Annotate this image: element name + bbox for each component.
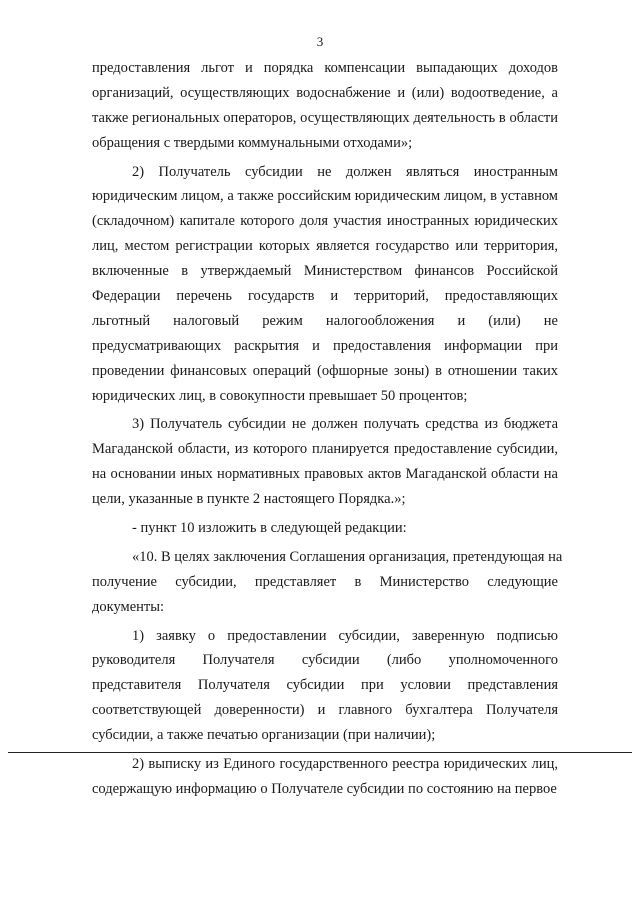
- text-line: льготный налоговый режим налогообложения и (или) не: [92, 312, 558, 329]
- text-line: организаций, осуществляющих водоснабжение и (или) водоотведение, а: [92, 84, 558, 101]
- text-line: (складочном) капитале которого доля участия иностранных юридических: [92, 213, 558, 230]
- text-line: юридических лиц, в совокупности превышает 50 процентов;: [92, 387, 468, 404]
- text-line: цели, указанные в пункте 2 настоящего Порядка.»;: [92, 491, 406, 508]
- text-line: на основании иных нормативных правовых актов Магаданской области на: [92, 466, 558, 483]
- text-line: предусматривающих раскрытия и предоставления информации при: [92, 337, 558, 354]
- paragraph: [92, 412, 558, 512]
- page-bottom-divider: [8, 752, 632, 753]
- text-line: субсидии, а также печатью организации (при наличии);: [92, 727, 436, 744]
- text-line: обращения с твердыми коммунальными отходами»;: [92, 134, 413, 151]
- paragraph: [92, 516, 558, 541]
- text-line: получение субсидии, представляет в Министерство следующие: [92, 573, 558, 590]
- paragraph: [92, 56, 558, 156]
- paragraph: [92, 545, 563, 620]
- text-line: предоставления льгот и порядка компенсации выпадающих доходов: [92, 60, 558, 76]
- text-line: лиц, местом регистрации которых является государство или территория,: [92, 238, 558, 255]
- text-line: 3) Получатель субсидии не должен получать средства из бюджета: [132, 416, 558, 433]
- text-line: «10. В целях заключения Соглашения организация, претендующая на: [132, 548, 563, 565]
- text-line: Магаданской области, из которого планируется предоставление субсидии,: [92, 441, 558, 458]
- text-line: содержащую информацию о Получателе субсидии по состоянию на первое: [92, 780, 557, 797]
- text-line: руководителя Получателя субсидии (либо уполномоченного: [92, 652, 558, 669]
- text-line: проведении финансовых операций (офшорные зоны) в отношении таких: [92, 362, 558, 379]
- text-line: - пункт 10 изложить в следующей редакции:: [132, 520, 407, 537]
- text-line: Федерации перечень государств и территорий, предоставляющих: [92, 288, 558, 305]
- text-line: 2) Получатель субсидии не должен являться иностранным: [132, 163, 558, 180]
- text-line: документы:: [92, 598, 165, 615]
- text-line: юридическим лицом, а также российским юридическим лицом, в уставном: [92, 188, 558, 205]
- paragraph: [92, 160, 558, 409]
- text-line: 2) выписку из Единого государственного реестра юридических лиц,: [132, 756, 558, 773]
- text-line: также региональных операторов, осуществляющих деятельность в области: [92, 109, 558, 126]
- text-line: представителя Получателя субсидии при условии представления: [92, 677, 558, 694]
- text-line: соответствующей доверенности) и главного бухгалтера Получателя: [92, 702, 558, 719]
- text-line: включенные в утверждаемый Министерством финансов Российской: [92, 263, 558, 280]
- paragraph: [92, 624, 558, 748]
- document-body: [92, 56, 563, 802]
- page-number: 3: [316, 34, 324, 49]
- text-line: 1) заявку о предоставлении субсидии, заверенную подписью: [132, 627, 558, 644]
- paragraph: [92, 752, 558, 802]
